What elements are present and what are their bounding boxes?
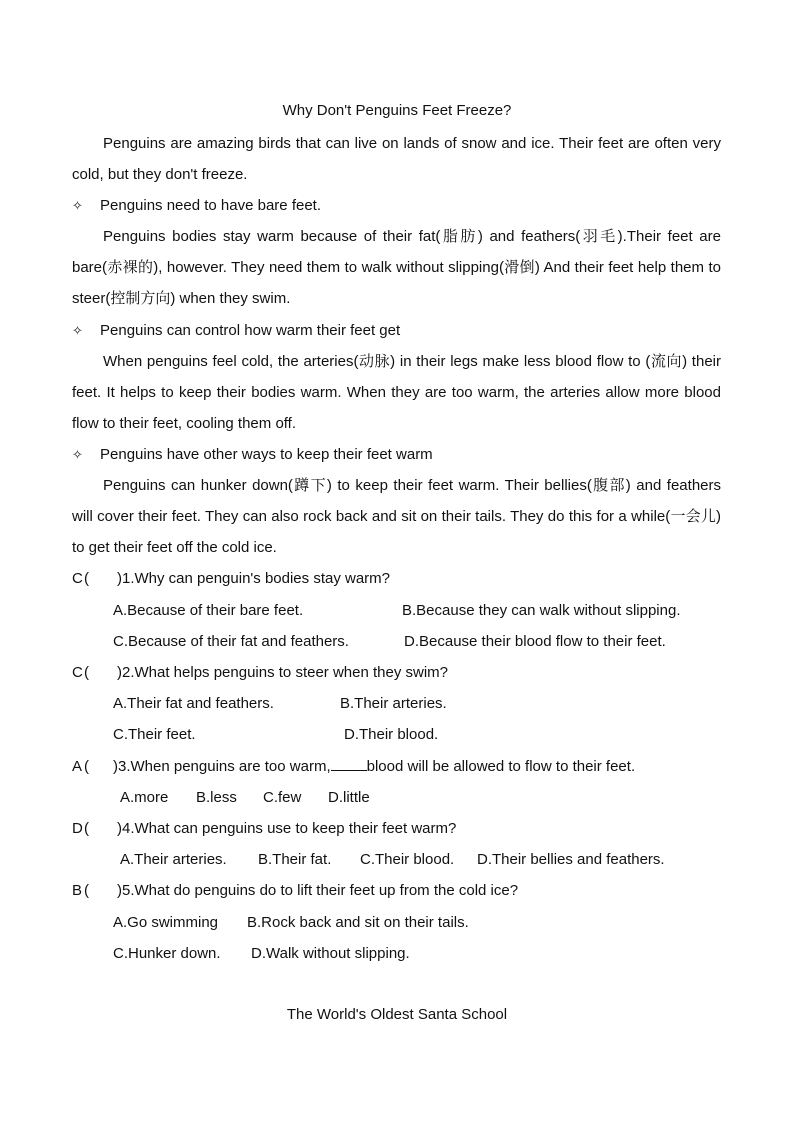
question-text: 4.What can penguins use to keep their feet warm? [122,820,457,837]
option-a: A.Their fat and feathers. [113,695,274,712]
close-paren: ) [117,882,122,899]
option-b: B.Their fat. [258,851,332,868]
question-5 [72,879,518,903]
close-paren: ) [117,570,122,587]
section-body-other-ways: Penguins can hunker down(蹲下) to keep their feet warm. Their bellies(腹部) and feathers will cover their feet. They can also rock back and sit on their tails. They do this for a while(一会儿) to get their feet off the cold ice. [72,477,721,557]
question-4 [72,817,456,841]
option-a: A.Their arteries. [120,851,227,868]
answer-letter: C [72,664,83,681]
option-a: A.Go swimming [113,914,219,931]
open-paren: ( [84,758,89,775]
option-b: B.Because they can walk without slipping. [402,602,681,619]
open-paren: ( [84,570,89,587]
section-heading-control-warmth [72,319,721,344]
option-d: D.little [328,789,370,806]
question-3 [72,755,635,779]
section-body-bare-feet: Penguins bodies stay warm because of their fat(脂肪) and feathers(羽毛).Their feet are bare(赤裸的), however. They need them to walk without slipping(滑倒) And their feet help them to steer(控制方向) when they swim. [72,228,721,308]
section-heading-text: Penguins have other ways to keep their feet warm [100,446,433,463]
answer-letter: B [72,882,83,899]
option-d: D.Because their blood flow to their feet. [404,633,666,650]
option-c: C.Hunker down. [113,945,221,962]
fill-in-blank [331,756,367,771]
section-heading-bare-feet [72,194,721,219]
option-d: D.Their bellies and feathers. [477,851,665,868]
answer-letter: A [72,758,83,775]
question-text: 5.What do penguins do to lift their feet up from the cold ice? [122,882,519,899]
answer-letter: D [72,820,83,837]
close-paren: ) [117,820,122,837]
option-a: A.Because of their bare feet. [113,602,304,619]
diamond-star-icon: ✧ [72,324,83,339]
section-body-control-warmth: When penguins feel cold, the arteries(动脉) in their legs make less blood flow to (流向) their feet. It helps to keep their bodies warm. When they are too warm, the arteries allow more blood flow to their feet, cooling them off. [72,353,721,433]
option-b: B.less [196,789,237,806]
open-paren: ( [84,882,89,899]
question-text: 2.What helps penguins to steer when they swim? [122,664,449,681]
open-paren: ( [84,664,89,681]
next-article-title: The World's Oldest Santa School [286,1006,508,1023]
diamond-star-icon: ✧ [72,199,83,214]
section-heading-text: Penguins can control how warm their feet get [100,322,401,339]
question-text-before-blank: 3.When penguins are too warm, [118,758,331,775]
section-heading-other-ways [72,443,721,468]
option-d: D.Their blood. [344,726,439,743]
question-1 [72,567,390,591]
open-paren: ( [84,820,89,837]
diamond-star-icon: ✧ [72,448,83,463]
answer-letter: C [72,570,83,587]
question-text: 1.Why can penguin's bodies stay warm? [122,570,391,587]
option-c: C.Their feet. [113,726,196,743]
option-a: A.more [120,789,169,806]
option-d: D.Walk without slipping. [251,945,410,962]
close-paren: ) [117,664,122,681]
option-c: C.few [263,789,302,806]
option-b: B.Their arteries. [340,695,447,712]
question-text-after-blank: blood will be allowed to flow to their feet. [366,758,636,775]
question-2 [72,661,448,685]
option-c: C.Because of their fat and feathers. [113,633,349,650]
option-c: C.Their blood. [360,851,455,868]
article-title: Why Don't Penguins Feet Freeze? [282,102,512,119]
section-heading-text: Penguins need to have bare feet. [100,197,322,214]
intro-paragraph: Penguins are amazing birds that can live on lands of snow and ice. Their feet are often very cold, but they don't freeze. [72,135,721,184]
option-b: B.Rock back and sit on their tails. [247,914,469,931]
close-paren: ) [113,758,118,775]
